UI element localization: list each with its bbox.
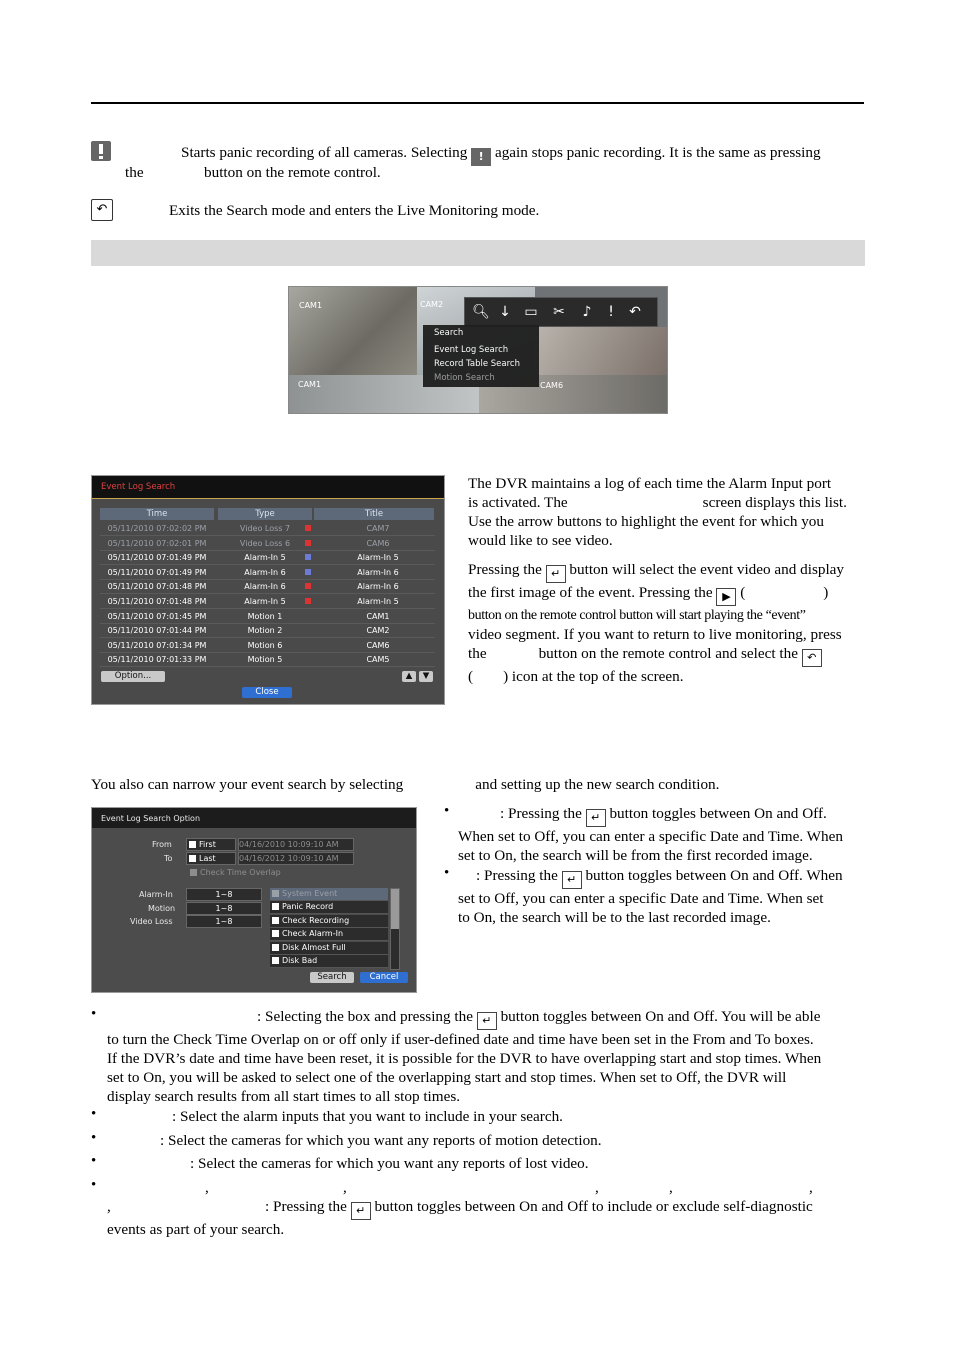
from-label: From: [152, 840, 172, 849]
text-line: button will select the event video and display: [569, 561, 844, 578]
play-pause-icon: ▶: [716, 588, 736, 606]
checkbox-icon: [272, 917, 279, 924]
event-marker-icon: [305, 554, 311, 560]
system-event-item[interactable]: [270, 955, 388, 968]
checkbox-icon: [272, 944, 279, 951]
first-description: [458, 804, 868, 865]
cam-label: CAM1: [298, 380, 322, 389]
option-button[interactable]: Option...: [101, 671, 165, 682]
search-icon[interactable]: 🔍︎: [472, 304, 490, 320]
text-line: Use the arrow buttons to highlight the event for which you: [468, 513, 824, 530]
panic-line2-a: the: [125, 164, 144, 181]
exit-icon: ↶: [802, 649, 822, 667]
table-row[interactable]: [100, 624, 435, 638]
event-marker-icon: [305, 525, 311, 531]
exit-description: Exits the Search mode and enters the Live Monitoring mode.: [169, 202, 540, 219]
event-marker-icon: [305, 569, 311, 575]
bullet: •: [444, 803, 450, 819]
from-datetime-field[interactable]: 04/16/2010 10:09:10 AM: [238, 838, 354, 851]
enter-icon: ↵: [546, 565, 566, 583]
text-line: button toggles between On and Off.: [609, 805, 827, 822]
bullet: •: [91, 1006, 97, 1022]
scroll-up-button[interactable]: ▲: [402, 671, 416, 682]
enter-icon: ↵: [562, 871, 582, 889]
event-type: Video Loss 7: [239, 524, 291, 533]
menu-item-record-table-search[interactable]: Record Table Search: [434, 359, 520, 369]
text-line: button toggles between On and Off. When: [585, 867, 843, 884]
text-line: : Selecting the box and pressing the: [257, 1008, 473, 1025]
checkbox-icon: [272, 890, 279, 897]
panic-icon: !: [471, 148, 491, 166]
display-icon[interactable]: ▭: [524, 304, 538, 320]
event-list-scrollbar[interactable]: [390, 888, 400, 970]
text-line: button toggles between On and Off to include or exclude self-diagnostic: [374, 1198, 813, 1215]
dialog-header: [92, 476, 444, 499]
cancel-button[interactable]: Cancel: [360, 972, 408, 983]
table-row[interactable]: [100, 639, 435, 653]
system-event-label: System Event: [282, 889, 338, 898]
enter-icon: ↵: [586, 809, 606, 827]
search-dropdown-menu: [423, 325, 539, 387]
exit-icon: ↶: [91, 199, 113, 221]
event-time: 05/11/2010 07:01:48 PM: [107, 582, 207, 592]
check-time-overlap-checkbox[interactable]: Check Time Overlap: [188, 868, 281, 878]
close-button[interactable]: Close: [242, 687, 292, 698]
system-event-label: Panic Record: [282, 902, 334, 912]
table-row[interactable]: [100, 566, 435, 580]
cam-label: CAM6: [540, 381, 564, 390]
video-loss-label: Video Loss: [130, 917, 173, 926]
system-event-label: Disk Bad: [282, 956, 318, 965]
table-row[interactable]: [100, 537, 435, 551]
text-line: When set to Off, you can enter a specific Date and Time. When: [458, 828, 843, 845]
system-event-description: , , , , , , : Pressing the ↵ button toggles between On and Off to include or exclude self-diagnostic events as part of your search.: [107, 1178, 872, 1239]
event-marker-icon: [305, 583, 311, 589]
narrow-search-text: [91, 775, 719, 794]
dialog-title: Event Log Search Option: [101, 814, 201, 823]
motion-description: : Select the cameras for which you want any reports of motion detection.: [160, 1132, 602, 1149]
system-event-label: Check Alarm-In: [282, 929, 344, 939]
event-title: CAM6: [366, 538, 390, 548]
event-time: 05/11/2010 07:01:44 PM: [107, 626, 207, 636]
system-event-item[interactable]: [270, 928, 388, 941]
text-line: (: [468, 668, 474, 685]
event-type: Motion 1: [247, 611, 283, 621]
text-line: The DVR maintains a log of each time the Alarm Input port: [468, 475, 832, 492]
text-line: the first image of the event. Pressing the: [468, 584, 713, 601]
text-line: : Pressing the: [476, 867, 558, 884]
menu-item-event-log-search[interactable]: Event Log Search: [434, 345, 509, 355]
column-header-time[interactable]: Time: [100, 508, 214, 520]
text-line: would like to see video.: [468, 532, 613, 549]
system-event-item[interactable]: [270, 888, 388, 901]
menu-item-motion-search[interactable]: Motion Search: [434, 373, 495, 383]
scroll-down-button[interactable]: ▼: [419, 671, 433, 682]
event-time: 05/11/2010 07:01:45 PM: [107, 611, 207, 621]
event-time: 05/11/2010 07:01:49 PM: [107, 553, 207, 563]
enter-icon: ↵: [477, 1012, 497, 1030]
panic-line2-b: button on the remote control.: [204, 164, 381, 181]
event-type: Alarm-In 5: [244, 553, 286, 563]
text-line: display search results from all start times to all stop times.: [107, 1088, 461, 1105]
enter-icon: ↵: [351, 1202, 371, 1220]
cam-label: CAM2: [420, 300, 444, 309]
motion-label: Motion: [148, 904, 176, 913]
event-title: CAM2: [366, 626, 390, 636]
text-line: set to Off, you can enter a specific Date and Time. When set: [458, 890, 824, 907]
table-row[interactable]: [100, 595, 435, 609]
bullet: •: [444, 865, 450, 881]
clip-copy-icon[interactable]: ✂: [553, 304, 565, 320]
event-type: Motion 6: [247, 640, 283, 650]
exit-icon[interactable]: ↶: [629, 304, 641, 320]
check-time-overlap-description: [107, 1007, 872, 1106]
panic-description: Starts panic recording of all cameras. Selecting ! again stops panic recording. It is the same as pressing: [181, 143, 821, 166]
event-time: 05/11/2010 07:01:48 PM: [107, 597, 207, 606]
table-row[interactable]: [100, 610, 435, 624]
cam-label: CAM1: [299, 301, 323, 310]
panic-icon[interactable]: !: [608, 304, 614, 320]
text-line: : Pressing the: [265, 1198, 347, 1215]
column-header-title[interactable]: Title: [314, 508, 434, 520]
panic-icon: [91, 141, 111, 161]
text-line: Pressing the: [468, 561, 542, 578]
system-event-item[interactable]: [270, 942, 388, 955]
event-type: Alarm-In 6: [244, 582, 286, 592]
text-line: button on the remote control button will start playing the “event”: [468, 608, 806, 623]
text-line: If the DVR’s date and time have been reset, it is possible for the DVR to have overlapping start and stop times. When: [107, 1050, 822, 1067]
checkbox-icon: [272, 903, 279, 910]
checkbox-icon: [272, 930, 279, 937]
text-line: video segment. If you want to return to live monitoring, press: [468, 626, 842, 643]
text-line: ) icon at the top of the screen.: [503, 668, 684, 685]
alarm-in-label: Alarm-In: [139, 890, 173, 899]
text-line: to On, the search will be to the last recorded image.: [458, 909, 771, 926]
event-marker-icon: [305, 540, 311, 546]
bullet: •: [91, 1177, 97, 1193]
event-time: 05/11/2010 07:01:33 PM: [107, 655, 207, 665]
event-title: CAM5: [366, 655, 390, 665]
text-line: and setting up the new search condition.: [475, 776, 720, 793]
search-menu-screenshot: [288, 286, 668, 414]
go-to-icon[interactable]: ↓: [499, 304, 511, 320]
event-title: CAM1: [366, 611, 390, 621]
header-rule: [91, 102, 864, 104]
event-title: Alarm-In 6: [357, 567, 399, 577]
event-title: Alarm-In 5: [357, 597, 399, 606]
video-loss-select[interactable]: 1~8: [186, 915, 262, 928]
event-title: CAM7: [366, 524, 390, 533]
system-event-item[interactable]: [270, 901, 388, 914]
search-button[interactable]: Search: [310, 972, 354, 983]
text-line: : Pressing the: [500, 805, 582, 822]
event-log-search-dialog: [91, 475, 445, 705]
bullet: •: [91, 1130, 97, 1146]
text-line: set to On, you will be asked to select one of the overlapping start and stop times. When set to Off, the DVR will: [107, 1069, 787, 1086]
text-line: the: [468, 645, 487, 662]
bullet: •: [91, 1153, 97, 1169]
text-line: events as part of your search.: [107, 1221, 285, 1238]
event-marker-icon: [305, 598, 311, 604]
system-event-label: Check Recording: [282, 915, 350, 925]
text-line: screen displays this list.: [702, 494, 847, 511]
table-row[interactable]: [100, 551, 435, 565]
event-title: CAM6: [366, 640, 390, 650]
first-checkbox[interactable]: First: [186, 838, 236, 851]
alarm-in-select[interactable]: 1~8: [186, 888, 262, 901]
dialog-title: Event Log Search: [101, 482, 176, 492]
text-line: set to On, the search will be from the first recorded image.: [458, 847, 813, 864]
alarm-bell-icon[interactable]: ♪: [582, 304, 592, 320]
to-label: To: [164, 854, 173, 863]
text-line: to turn the Check Time Overlap on or off only if user-defined date and time have been set in the From and To boxes.: [107, 1031, 814, 1048]
event-log-description: [468, 474, 864, 686]
alarm-in-description: : Select the alarm inputs that you want to include in your search.: [172, 1108, 563, 1125]
event-time: 05/11/2010 07:02:02 PM: [107, 524, 207, 533]
last-checkbox[interactable]: Last: [186, 852, 236, 865]
text-line: ): [823, 584, 829, 601]
table-row[interactable]: [100, 522, 435, 536]
event-type: Alarm-In 6: [244, 567, 286, 577]
event-time: 05/11/2010 07:01:34 PM: [107, 640, 207, 650]
last-description: [458, 866, 868, 927]
section-heading-bar: [91, 240, 865, 266]
event-type: Video Loss 6: [239, 538, 291, 548]
event-time: 05/11/2010 07:02:01 PM: [107, 538, 207, 548]
bullet: •: [91, 1106, 97, 1122]
text-line: button on the remote control and select the: [538, 645, 798, 662]
event-time: 05/11/2010 07:01:49 PM: [107, 567, 207, 577]
text-line: You also can narrow your event search by selecting: [91, 776, 404, 793]
table-row[interactable]: [100, 580, 435, 594]
column-header-type[interactable]: Type: [218, 508, 312, 520]
checkbox-icon: [272, 957, 279, 964]
system-event-item[interactable]: [270, 915, 388, 928]
menu-heading: Search: [434, 328, 464, 338]
event-type: Motion 2: [247, 626, 283, 636]
toolbar: [464, 297, 658, 327]
table-row[interactable]: [100, 653, 435, 667]
text-line: (: [740, 584, 746, 601]
video-loss-description: : Select the cameras for which you want any reports of lost video.: [190, 1155, 589, 1172]
to-datetime-field[interactable]: 04/16/2012 10:09:10 AM: [238, 852, 354, 865]
motion-select[interactable]: 1~8: [186, 902, 262, 915]
text-line: button toggles between On and Off. You will be able: [500, 1008, 821, 1025]
event-type: Alarm-In 5: [244, 597, 286, 606]
text-line: is activated. The: [468, 494, 568, 511]
event-title: Alarm-In 5: [357, 553, 399, 563]
event-title: Alarm-In 6: [357, 582, 399, 592]
event-type: Motion 5: [247, 655, 283, 665]
system-event-label: Disk Almost Full: [282, 942, 346, 952]
event-log-search-option-dialog: [91, 807, 417, 993]
dialog-header: [92, 808, 416, 828]
